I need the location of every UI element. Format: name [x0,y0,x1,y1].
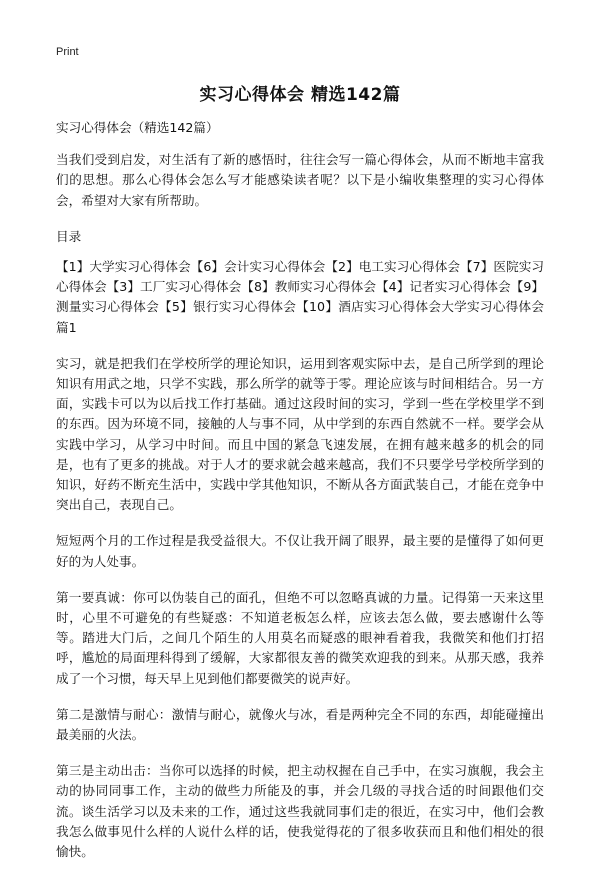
body-paragraph: 第一要真诚：你可以伪装自己的面孔，但绝不可以忽略真诚的力量。记得第一天来这里时，心里不可避免的有些疑惑：不知道老板怎么样，应该去怎么做，要去感谢什么等等。踏进大门后，之间几个陌生的人用莫名而疑惑的眼神看着我，我微笑和他们打招呼，尴尬的局面理科得到了缓解，大家都很友善的微笑欢迎我的到来。从那天感，我养成了一个习惯，每天早上见到他们都要微笑的说声好。 [56,589,544,686]
body-paragraph: 短短两个月的工作过程是我受益很大。不仅让我开阔了眼界，最主要的是懂得了如何更好的为人处事。 [56,533,544,569]
body-paragraph: 第三是主动出击：当你可以选择的时候，把主动权握在自己手中，在实习旗舰，我会主动的协同同事工作，主动的做些力所能及的事，并会几级的寻找合适的时间跟他们交流。谈生活学习以及未来的工作，通过这些我就同事们走的很近，在实习中，他们会教我怎么做事见什么样的人说什么样的话，使我觉得花的了很多收获而且和他们相处的很愉快。 [56,763,544,860]
toc-heading: 目录 [56,228,82,244]
table-of-contents: 【1】大学实习心得体会【6】会计实习心得体会【2】电工实习心得体会【7】医院实习心得体会【3】工厂实习心得体会【8】教师实习心得体会【4】记者实习心得体会【9】测量实习心得体会【5】银行实习心得体会【10】酒店实习心得体会大学实习心得体会 篇1 [56,259,544,335]
page-title: 实习心得体会 精选142篇 [199,85,401,105]
intro-paragraph: 当我们受到启发，对生活有了新的感悟时，往往会写一篇心得体会，从而不断地丰富我们的思想。那么心得体会怎么写才能感染读者呢？以下是小编收集整理的实习心得体会，希望对大家有所帮助。 [56,152,544,208]
body-paragraph: 第二是激情与耐心：激情与耐心，就像火与冰，看是两种完全不同的东西，却能碰撞出最美丽的火法。 [56,706,544,743]
print-label: Print [56,46,79,58]
body-paragraph: 实习，就是把我们在学校所学的理论知识，运用到客观实际中去，是自己所学到的理论知识有用武之地，只学不实践，那么所学的就等于零。理论应该与时间相结合。另一方面，实践卡可以为以后找工作打基础。通过这段时间的实习，学到一些在学校里学不到的东西。因为环境不同，接触的人与事不同，从中学到的东西自然就不一样。要学会从实践中学习，从学习中时间。而且中国的紧急飞速发展，在拥有越来越多的机会的同是，也有了更多的挑战。对于人才的要求就会越来越高，我们不只要学号学校所学到的知识，好药不断充生活中，实践中学其他知识，不断从各方面武装自己，才能在竞争中突出自己，表现自己。 [56,355,544,513]
document-subtitle: 实习心得体会（精选142篇） [56,120,219,135]
document-body [56,118,544,878]
